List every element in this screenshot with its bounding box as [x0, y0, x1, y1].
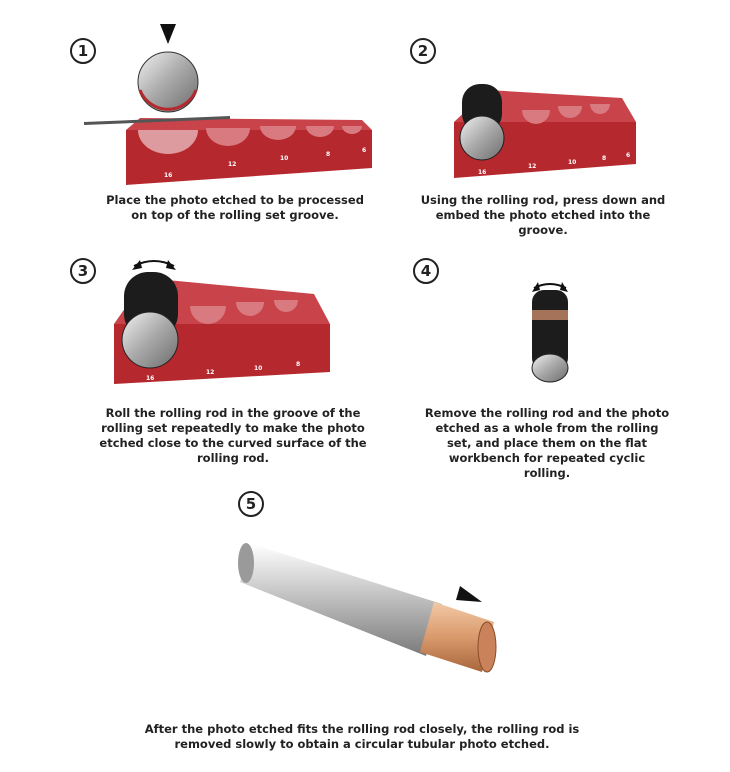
step-1-caption: Place the photo etched to be processed on top of the rolling set groove.	[106, 193, 364, 222]
step-5-caption: After the photo etched fits the rolling rod closely, the rolling rod is removed slowly to obtain a circular tubular photo etched.	[144, 722, 580, 751]
step-5-number: 5	[238, 491, 264, 517]
step-2-caption: Using the rolling rod, press down and embed the photo etched into the groove.	[420, 193, 666, 237]
step-4-illustration	[526, 276, 574, 386]
pointer-arrow-icon	[456, 586, 482, 602]
groove-label-16: 16	[478, 169, 487, 176]
groove-label-6: 6	[362, 147, 367, 154]
step-3-number: 3	[70, 258, 96, 284]
step-2-illustration	[448, 80, 642, 180]
groove-label-10: 10	[254, 365, 263, 372]
steel-rod	[240, 544, 442, 656]
step-1-number: 1	[70, 38, 96, 64]
groove-label-12: 12	[206, 369, 215, 376]
groove-label-12: 12	[528, 163, 537, 170]
groove-label-12: 12	[228, 161, 237, 168]
double-arrow-icon	[132, 260, 176, 270]
step-5-illustration	[236, 536, 500, 676]
step-4-number: 4	[413, 258, 439, 284]
groove-label-10: 10	[568, 159, 577, 166]
step-1-illustration	[80, 20, 380, 185]
groove-label-8: 8	[296, 361, 301, 368]
rolling-rod-end	[138, 52, 198, 112]
groove-label-16: 16	[146, 375, 155, 382]
groove-label-8: 8	[326, 151, 331, 158]
groove-label-16: 16	[164, 172, 173, 179]
groove-label-8: 8	[602, 155, 607, 162]
step-4-caption: Remove the rolling rod and the photo etched as a whole from the rolling set, and place them on the flat workbench for repeated cyclic rolling.	[424, 406, 670, 480]
down-arrow-icon	[160, 24, 176, 44]
step-3-caption: Roll the rolling rod in the groove of the rolling set repeatedly to make the photo etched close to the curved surface of the rolling rod.	[99, 406, 367, 465]
step-3-illustration	[110, 254, 334, 386]
groove-label-6: 6	[626, 152, 631, 159]
step-2-number: 2	[410, 38, 436, 64]
groove-label-10: 10	[280, 155, 289, 162]
